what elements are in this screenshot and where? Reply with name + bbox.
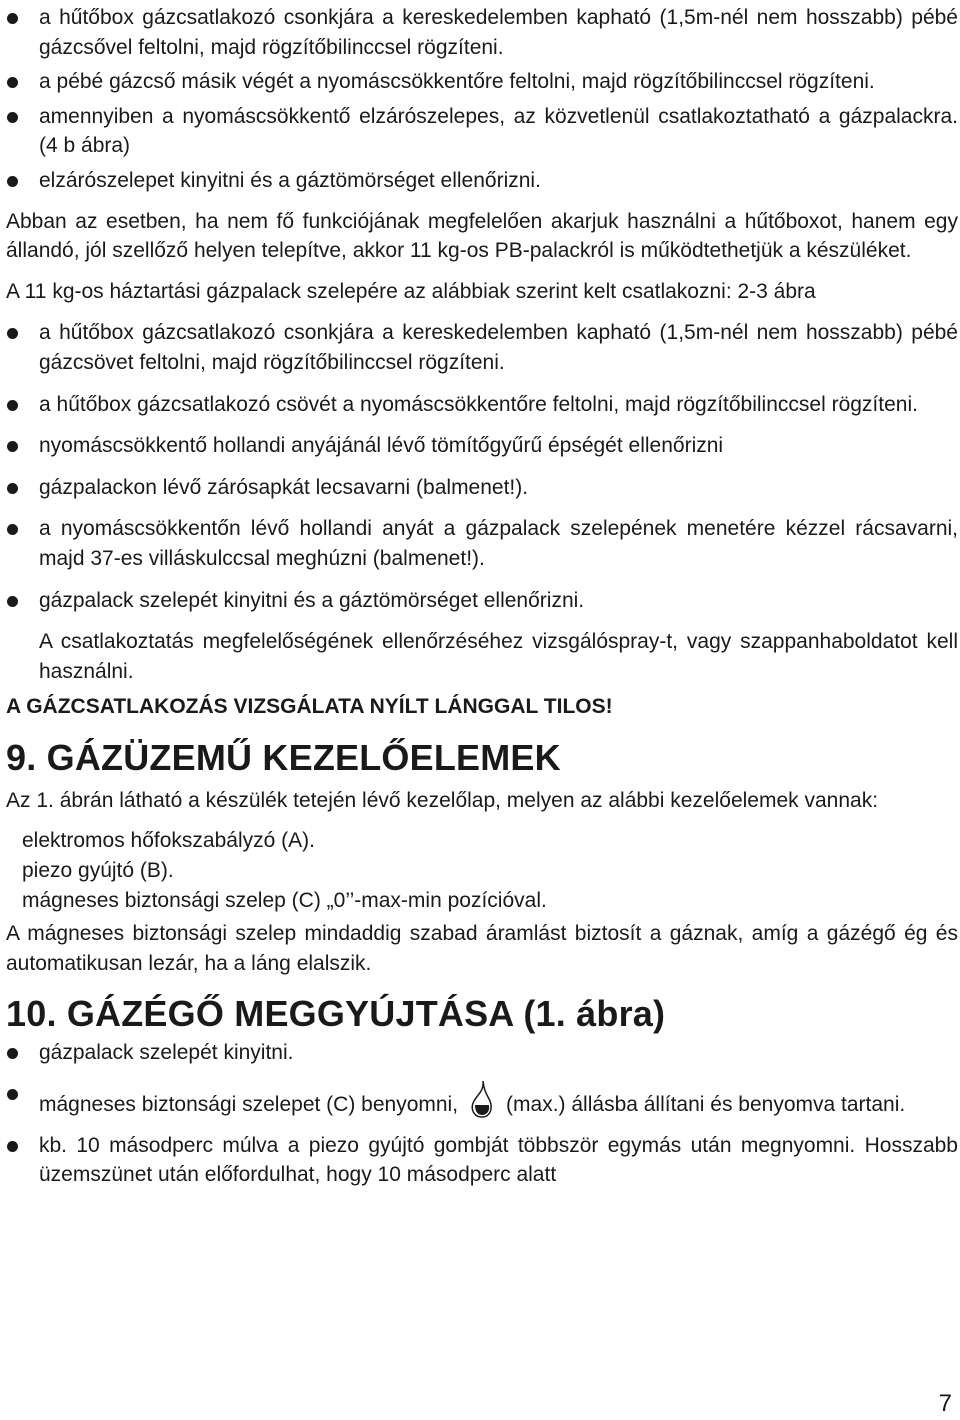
list-item: nyomáscsökkentő hollandi anyájánál lévő tömítőgyűrű épségét ellenőrizni xyxy=(6,431,958,461)
connection-note: A csatlakoztatás megfelelőségének ellenőrzéséhez vizsgálóspray-t, vagy szappanhaboldatot kell használni. xyxy=(39,630,958,683)
list-item: amennyiben a nyomáscsökkentő elzárószelepes, az közvetlenül csatlakoztatható a gázpalackra. (4 b ábra) xyxy=(6,102,958,161)
list-item: a pébé gázcső másik végét a nyomáscsökkentőre feltolni, majd rögzítőbilinccsel rögzíteni. xyxy=(6,67,958,97)
list-item: gázpalack szelepét kinyitni és a gáztömörséget ellenőrizni. xyxy=(6,586,958,616)
list-item: kb. 10 másodperc múlva a piezo gyújtó gombját többször egymás után megnyomni. Hosszabb üzemszünet után előfordulhat, hogy 10 másodperc alatt xyxy=(6,1131,958,1190)
paragraph-9-valve: A mágneses biztonsági szelep mindaddig szabad áramlást biztosít a gáznak, amíg a gázégő ég és automatikusan lezár, ha a láng elalszik. xyxy=(6,922,958,975)
bullet-icon xyxy=(7,77,18,88)
bullet-icon xyxy=(7,524,18,535)
bullet-icon xyxy=(7,1089,18,1100)
bullet-icon xyxy=(7,596,18,607)
list-item: mágneses biztonsági szelep (C) „0’’-max-min pozícióval. xyxy=(22,888,547,912)
bullet-icon xyxy=(7,176,18,187)
top-bullet-list xyxy=(6,3,958,196)
11kg-bullet-list xyxy=(6,318,958,615)
bullet-icon xyxy=(7,441,18,452)
list-item: a hűtőbox gázcsatlakozó csonkjára a kereskedelemben kapható (1,5m-nél nem hosszabb) pébé gázcsővel feltolni, majd rögzítőbilinccsel rögzíteni. xyxy=(6,3,958,62)
paragraph-11kg: A 11 kg-os háztartási gázpalack szelepére az alábbiak szerint kelt csatlakozni: 2-3 ábra xyxy=(6,279,816,303)
warning-text: A GÁZCSATLAKOZÁS VIZSGÁLATA NYÍLT LÁNGGAL TILOS! xyxy=(6,695,613,719)
list-item: a hűtőbox gázcsatlakozó csövét a nyomáscsökkentőre feltolni, majd rögzítőbilinccsel rögzíteni. xyxy=(6,390,958,420)
paragraph-9-intro: Az 1. ábrán látható a készülék tetején lévő kezelőlap, melyen az alábbi kezelőelemek vannak: xyxy=(6,788,879,812)
flame-icon xyxy=(468,1079,496,1119)
list-item: elzárószelepet kinyitni és a gáztömörséget ellenőrizni. xyxy=(6,166,958,196)
document-page xyxy=(6,0,958,1190)
list-item: a nyomáscsökkentőn lévő hollandi anyát a gázpalack szelepének menetére kézzel rácsavarni, majd 37-es villáskulccsal meghúzni (balmenet!). xyxy=(6,514,958,573)
bullet-icon xyxy=(7,400,18,411)
bullet-icon xyxy=(7,483,18,494)
list-item: elektromos hőfokszabályzó (A). xyxy=(22,829,315,853)
controls-list xyxy=(6,826,958,915)
section-10-bullet-list xyxy=(6,1038,958,1189)
bullet-icon xyxy=(7,13,18,24)
paragraph-fixed-site: Abban az esetben, ha nem fő funkciójának megfelelően akarjuk használni a hűtőboxot, hanem egy állandó, jól szellőző helyen telepítve, akkor 11 kg-os PB-palackról is működtethetjük a készüléket. xyxy=(6,209,958,263)
list-item: mágneses biztonsági szelepet (C) benyomni, (max.) állásba állítani és benyomva tartani. xyxy=(6,1079,958,1120)
list-item: gázpalackon lévő zárósapkát lecsavarni (balmenet!). xyxy=(6,473,958,503)
list-item: a hűtőbox gázcsatlakozó csonkjára a kereskedelemben kapható (1,5m-nél nem hosszabb) pébé gázcsövet feltolni, majd rögzítőbilinccsel rögzíteni. xyxy=(6,318,958,377)
bullet-icon xyxy=(7,328,18,339)
bullet-icon xyxy=(7,1048,18,1059)
bullet-icon xyxy=(7,1141,18,1152)
list-item: piezo gyújtó (B). xyxy=(22,859,174,883)
bullet-icon xyxy=(7,112,18,123)
heading-section-10: 10. GÁZÉGŐ MEGGYÚJTÁSA (1. ábra) xyxy=(6,993,666,1035)
heading-section-9: 9. GÁZÜZEMŰ KEZELŐELEMEK xyxy=(6,736,561,778)
page-number: 7 xyxy=(938,1390,952,1417)
list-item: gázpalack szelepét kinyitni. xyxy=(6,1038,958,1068)
